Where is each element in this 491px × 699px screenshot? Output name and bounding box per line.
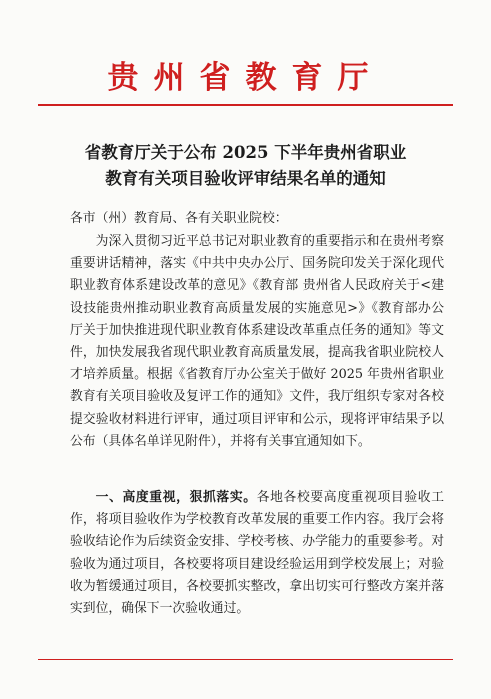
letterhead-red-rule [38, 104, 453, 106]
letterhead-title: 贵州省教育厅 [107, 60, 384, 96]
section-1-heading: 一、高度重视，狠抓落实。 [95, 490, 257, 505]
section-1-body: 各地各校要高度重视项目验收工作，将项目验收作为学校教育改革发展的重要工作内容。我厅会将验收结论作为后续资金安排、学校考核、办学能力的重要参考。对验收为通过项目，各校要将项目建设经验运用到学校发展上；对验收为暂缓通过项目，各校要抓实整改，拿出切实可行整改方案并落实到位，确保下一次验收通过。 [70, 490, 445, 617]
paragraph-section-1 [70, 487, 444, 620]
salutation: 各市（州）教育局、各有关职业院校： [70, 211, 288, 226]
paragraph-intro: 为深入贯彻习近平总书记对职业教育的重要指示和在贵州考察重要讲话精神，落实《中共中央办公厅、国务院印发关于深化现代职业教育体系建设改革的意见》《教育部 贵州省人民政府关于<建设技能贵州推动职业教育高质量发展的实施意见>》《教育部办公厅关于加快推进现代职业教育体系建设改革重点任务的通知》等文件，加快发展我省现代职业教育高质量发展，提高我省职业院校人才培养质量。根据《省教育厅办公室关于做好 2025 年贵州省职业教育有关项目验收及复评工作的通知》文件，我厅组织专家对各校提交验收材料进行评审，通过项目评审和公示，现将评审结果予以公布（具体名单详见附件），并将有关事宜通知如下。 [70, 234, 444, 449]
document-title-line-2: 教育有关项目验收评审结果名单的通知 [105, 169, 386, 188]
letterhead [0, 58, 491, 98]
document-title-line-1: 省教育厅关于公布 2025 下半年贵州省职业 [84, 143, 407, 162]
footer-red-rule [38, 659, 453, 660]
document-title [40, 140, 451, 192]
